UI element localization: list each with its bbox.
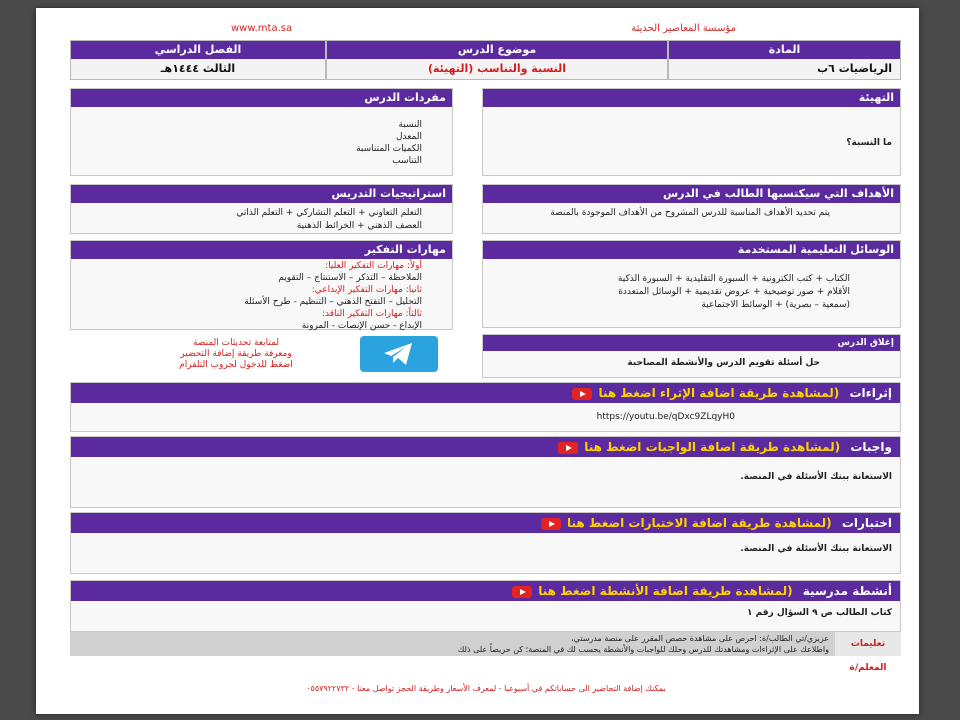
objectives-text: يتم تحديد الأهداف المناسبة للدرس المشروح من الأهداف الموجودة بالمنصة xyxy=(550,208,830,218)
enrichment-section xyxy=(70,382,901,432)
tests-section xyxy=(70,512,901,574)
enrichment-header xyxy=(71,383,900,403)
homework-section xyxy=(70,436,901,508)
thinking-heading: أولاً: مهارات التفكير العليا: xyxy=(325,261,422,271)
warmup-title: التهيئة xyxy=(483,89,900,107)
tests-title: اختبارات xyxy=(841,516,892,530)
footer-text: يمكنك إضافة التحاضير الى حساباتكم في أسبوعيا - لمعرف الأسعار وطريقة الحجز تواصل معنا - ٠٥٥٧٩٢٢٧٣٢ xyxy=(306,684,666,693)
semester-label: الفصل الدراسي xyxy=(71,41,325,59)
strategies-line: التعلم التعاوني + التعلم التشاركي + التعلم الذاتي xyxy=(236,208,422,218)
warmup-box xyxy=(482,88,901,176)
instructions-line: عزيزي/تي الطالب/ة: احرص على مشاهدة حصص المقرر على منصة مدرستي، xyxy=(571,634,829,643)
homework-title: واجبات xyxy=(850,440,892,454)
activities-text: كتاب الطالب ص ٩ السؤال رقم ١ xyxy=(746,608,892,618)
subject-cell xyxy=(668,40,901,80)
enrichment-title: إثراءات xyxy=(849,386,892,400)
strategies-box xyxy=(70,184,453,234)
telegram-line: لمتابعة تحديثات المنصة xyxy=(192,338,280,348)
topic-label: موضوع الدرس xyxy=(327,41,667,59)
youtube-icon[interactable] xyxy=(512,586,532,598)
vocab-title: مفردات الدرس xyxy=(71,89,452,107)
semester-cell xyxy=(70,40,326,80)
vocab-item: التناسب xyxy=(392,156,422,166)
warmup-text: ما النسبة؟ xyxy=(846,138,892,148)
topic-value: النسبة والتناسب (التهيئة) xyxy=(327,59,667,79)
youtube-icon[interactable] xyxy=(572,388,592,400)
thinking-text: الإبداع - حسن الإنصات - المرونة xyxy=(301,321,422,331)
thinking-title: مهارات التفكير xyxy=(71,241,452,259)
strategies-line: العصف الذهني + الخرائط الذهنية xyxy=(296,221,422,231)
subject-label: المادة xyxy=(669,41,900,59)
tests-video-link[interactable]: (لمشاهدة طريقة اضافة الاختبارات اضغط هنا xyxy=(567,516,832,530)
strategies-title: استراتيجيات التدريس xyxy=(71,185,452,203)
telegram-button[interactable] xyxy=(360,336,438,372)
tests-header xyxy=(71,513,900,533)
objectives-box xyxy=(482,184,901,234)
activities-title: أنشطة مدرسية xyxy=(802,584,892,598)
closing-title: إغلاق الدرس xyxy=(483,335,900,351)
activities-section xyxy=(70,580,901,632)
instructions-label: تعليمات المعلم/ة xyxy=(835,632,901,656)
enrichment-video-link[interactable]: (لمشاهدة طريقة اضافة الإثراء اضغط هنا xyxy=(598,386,840,400)
thinking-text: الملاحظة – التذكر – الاستنتاج – التقويم xyxy=(278,273,422,283)
tools-box xyxy=(482,240,901,328)
closing-box xyxy=(482,334,901,378)
youtube-icon[interactable] xyxy=(541,518,561,530)
vocab-item: النسبة xyxy=(398,120,422,130)
youtube-icon[interactable] xyxy=(558,442,578,454)
website-link[interactable]: www.mta.sa xyxy=(231,23,293,34)
instructions-line: واطلاعك على الإثراءات ومشاهدتك للدرس وحلك للواجبات والأنشطة يحسب لك في المنصة؛ كن حريصاً على ذلك xyxy=(457,645,829,654)
tools-line: الأقلام + صور توضيحية + عروض تقديمية + الوسائل المتعددة xyxy=(618,287,850,297)
tools-title: الوسائل التعليمية المستخدمة xyxy=(483,241,900,259)
semester-value: الثالث ١٤٤٤هـ xyxy=(71,59,325,79)
objectives-title: الأهداف التي سيكتسبها الطالب في الدرس xyxy=(483,185,900,203)
homework-text: الاستعانة ببنك الأسئلة في المنصة. xyxy=(740,472,892,482)
tools-line: (سمعية – بصرية) + الوسائط الاجتماعية xyxy=(701,300,850,310)
telegram-line: اضغط للدخول لجروب التلقرام xyxy=(179,360,293,370)
telegram-line: ومعرفة طريقة إضافة التحضير xyxy=(180,349,292,359)
instructions-row xyxy=(70,632,901,673)
institution-name: مؤسسة المعاصير الحديثة xyxy=(631,23,736,34)
telegram-promo[interactable] xyxy=(166,338,306,371)
enrichment-url[interactable]: https://youtu.be/qDxc9ZLqyH0 xyxy=(596,412,735,422)
topic-cell xyxy=(326,40,668,80)
instructions-text xyxy=(89,633,829,655)
vocab-item: الكميات المتناسبة xyxy=(356,144,422,154)
subject-value: الرياضيات ٦ب xyxy=(669,59,900,79)
activities-video-link[interactable]: (لمشاهدة طريقة اضافة الأنشطة اضغط هنا xyxy=(538,584,793,598)
homework-video-link[interactable]: (لمشاهدة طريقة اضافة الواجبات اضغط هنا xyxy=(584,440,841,454)
thinking-heading: ثالثاً: مهارات التفكير الناقد: xyxy=(321,309,422,319)
tests-text: الاستعانة ببنك الأسئلة في المنصة. xyxy=(740,544,892,554)
closing-text: حل أسئلة تقويم الدرس والأنشطة المصاحبة xyxy=(627,358,820,368)
thinking-text: التحليل – التفتح الذهني – التنظيم - طرح الأسئلة xyxy=(244,297,422,307)
tools-line: الكتاب + كتب الكترونية + السبورة التقليدية + السبورة الذكية xyxy=(617,274,850,284)
telegram-icon xyxy=(360,336,438,372)
activities-header xyxy=(71,581,900,601)
lesson-plan-sheet xyxy=(36,8,919,714)
thinking-heading: ثانيا: مهارات التفكير الإبداعي: xyxy=(311,285,422,295)
vocab-item: المعدل xyxy=(395,132,422,142)
homework-header xyxy=(71,437,900,457)
thinking-box xyxy=(70,240,453,330)
vocab-box xyxy=(70,88,453,176)
